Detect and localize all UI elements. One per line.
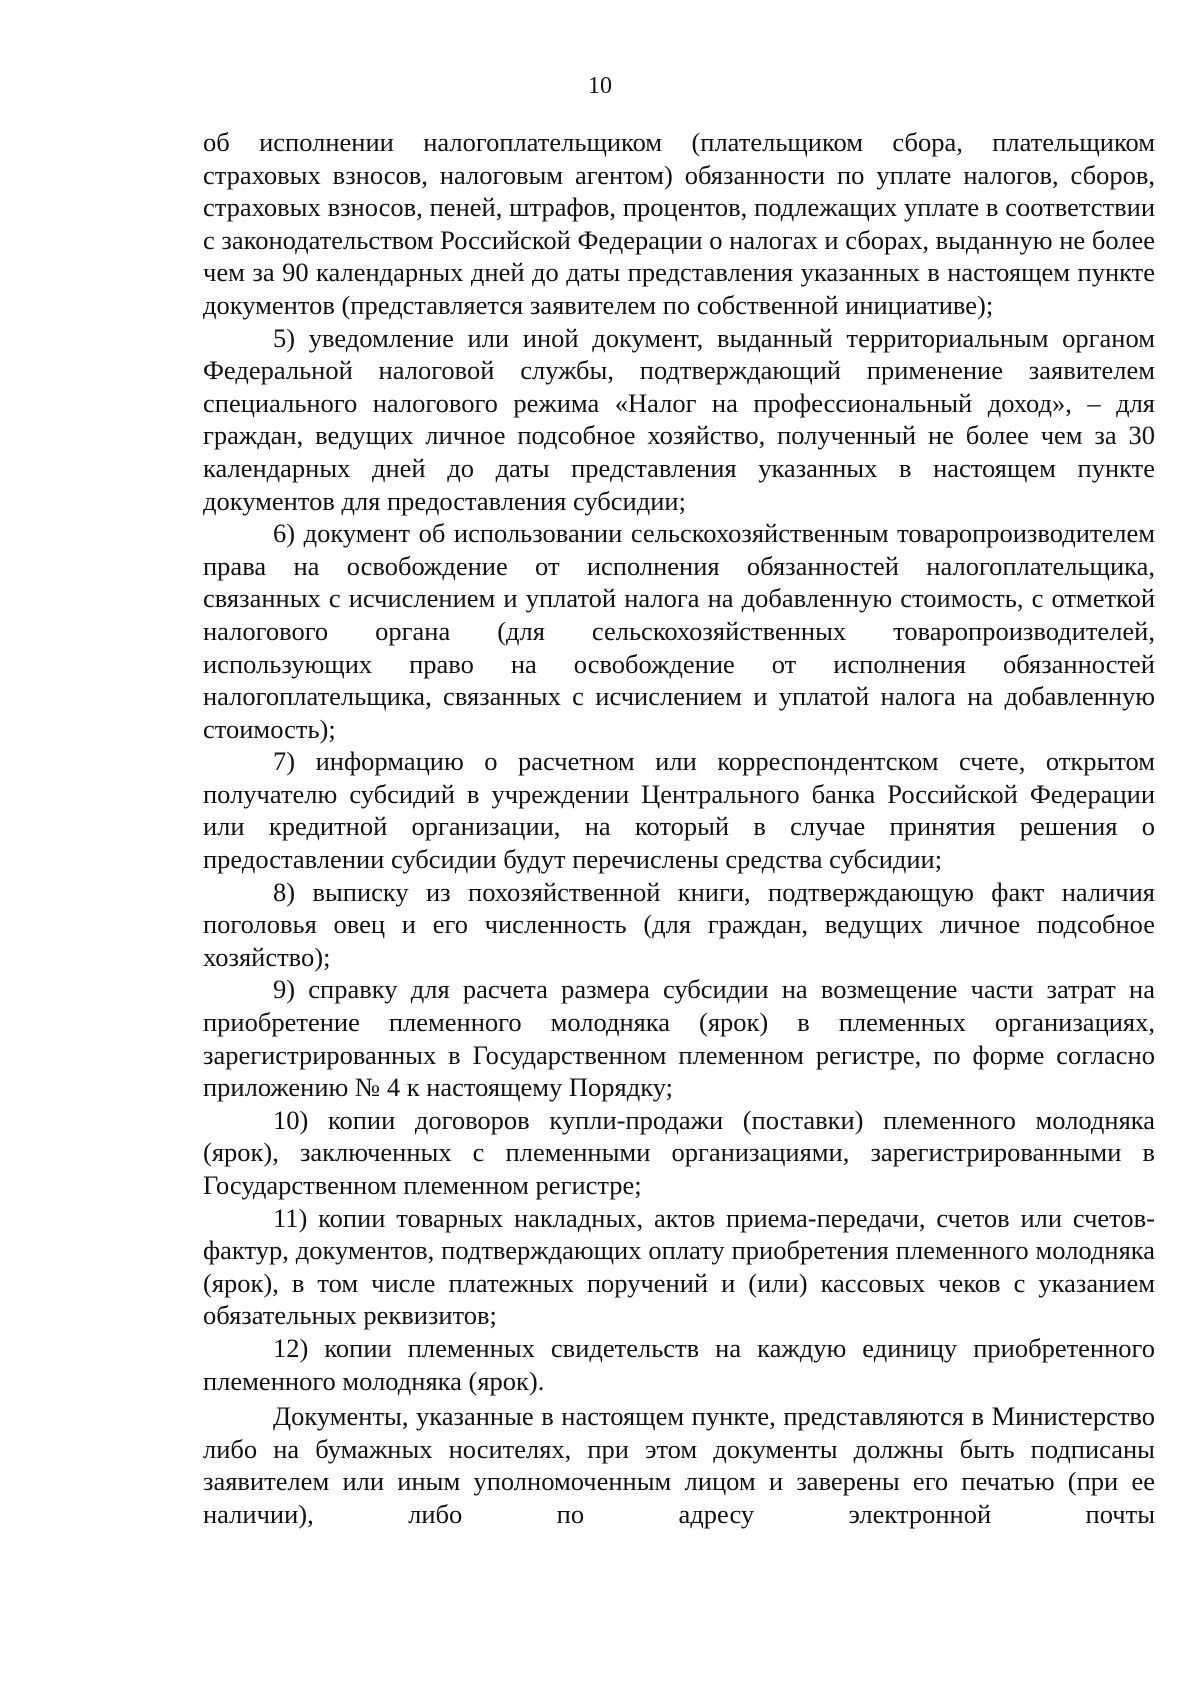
page-number: 10 bbox=[588, 73, 612, 99]
paragraph-item-8: 8) выписку из похозяйственной книги, подтверждающую факт наличия поголовья овец и его численность (для граждан, ведущих личное подсобное хозяйство); bbox=[203, 876, 1155, 972]
paragraph-item-7: 7) информацию о расчетном или корреспондентском счете, открытом получателю субсидий в учреждении Центрального банка Российской Федерации или кредитной организации, на который в случае принятия решения о предоставлении субсидии будут перечислены средства субсидии; bbox=[203, 746, 1155, 875]
paragraph-item-12: 12) копии племенных свидетельств на каждую единицу приобретенного племенного молодняка (ярок). bbox=[203, 1332, 1155, 1396]
paragraph-item-5: 5) уведомление или иной документ, выданный территориальным органом Федеральной налоговой службы, подтверждающий применение заявителем специального налогового режима «Налог на профессиональный доход», – для граждан, ведущих личное подсобное хозяйство, полученный не более чем за 30 календарных дней до даты представления указанных в настоящем пункте документов для предоставления субсидии; bbox=[203, 322, 1155, 516]
paragraph-item-11: 11) копии товарных накладных, актов приема-передачи, счетов или счетов-фактур, документов, подтверждающих оплату приобретения племенного молодняка (ярок), в том числе платежных поручений и (или) кассовых чеков с указанием обязательных реквизитов; bbox=[203, 1202, 1155, 1331]
paragraph-tax-certificate-continuation: об исполнении налогоплательщиком (плательщиком сбора, плательщиком страховых взносов, налоговым агентом) обязанности по уплате налогов, сборов, страховых взносов, пеней, штрафов, процентов, подлежащих уплате в соответствии с законодательством Российской Федерации о налогах и сборах, выданную не более чем за 90 календарных дней до даты представления указанных в настоящем пункте документов (представляется заявителем по собственной инициативе); bbox=[203, 127, 1155, 320]
paragraph-item-6: 6) документ об использовании сельскохозяйственным товаропроизводителем права на освобождение от исполнения обязанностей налогоплательщика, связанных с исчислением и уплатой налога на добавленную стоимость, с отметкой налогового органа (для сельскохозяйственных товаропроизводителей, использующих право на освобождение от исполнения обязанностей налогоплательщика, связанных с исчислением и уплатой налога на добавленную стоимость); bbox=[203, 518, 1155, 744]
paragraph-item-9: 9) справку для расчета размера субсидии на возмещение части затрат на приобретение племенного молодняка (ярок) в племенных организациях, зарегистрированных в Государственном племенном регистре, по форме согласно приложению № 4 к настоящему Порядку; bbox=[203, 974, 1155, 1103]
paragraph-item-10: 10) копии договоров купли-продажи (поставки) племенного молодняка (ярок), заключенных с племенными организациями, зарегистрированными в Государственном племенном регистре; bbox=[203, 1104, 1155, 1200]
document-body bbox=[203, 126, 1155, 1531]
paragraph-documents-submission: Документы, указанные в настоящем пункте, представляются в Министерство либо на бумажных носителях, при этом документы должны быть подписаны заявителем или иным уполномоченным лицом и заверены его печатью (при ее наличии), либо по адресу электронной почты bbox=[203, 1401, 1155, 1529]
